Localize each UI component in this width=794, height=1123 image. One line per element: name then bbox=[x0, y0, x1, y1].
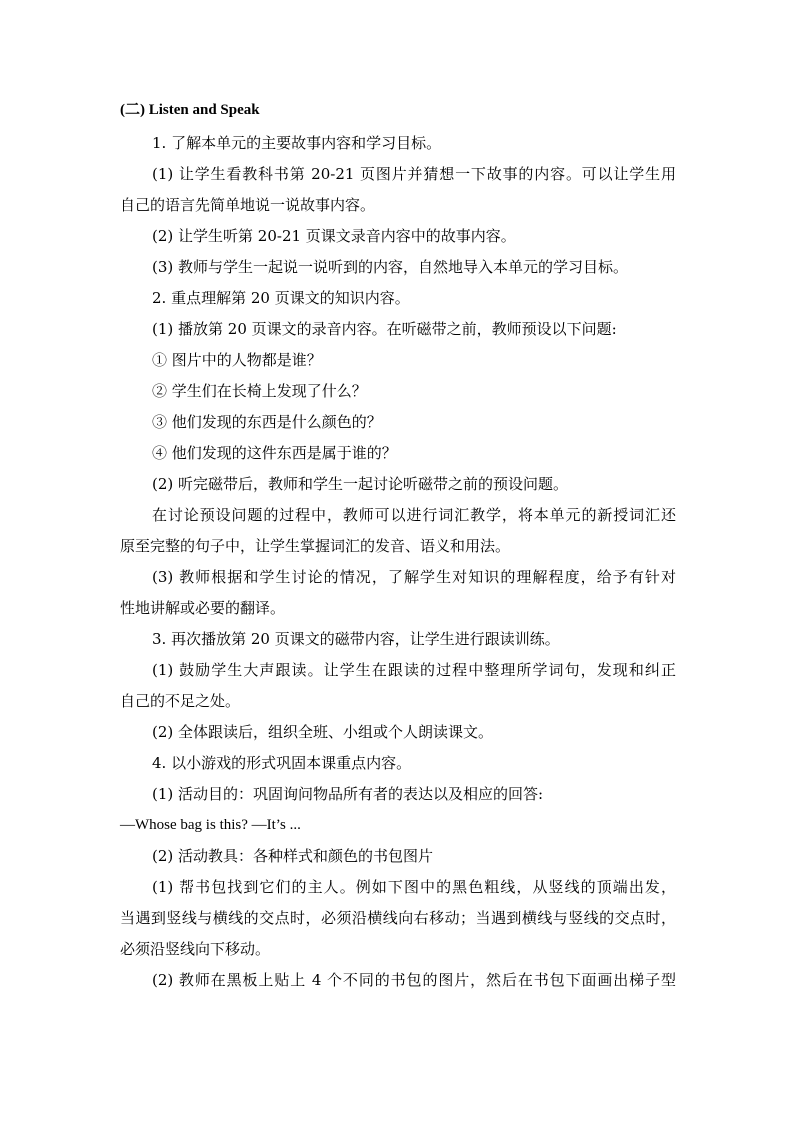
paragraph-line: (2) 让学生听第 20-21 页课文录音内容中的故事内容。 bbox=[152, 227, 516, 245]
paragraph-line: 当遇到竖线与横线的交点时，必须沿横线向右移动；当遇到横线与竖线的交点时， bbox=[120, 909, 676, 927]
paragraph-line: (2) 听完磁带后，教师和学生一起讨论听磁带之前的预设问题。 bbox=[152, 475, 569, 493]
paragraph-line: (2) 活动教具：各种样式和颜色的书包图片 bbox=[152, 847, 434, 865]
paragraph-line: (3) 教师根据和学生讨论的情况，了解学生对知识的理解程度，给予有针对 bbox=[152, 568, 676, 586]
paragraph-line: 自己的不足之处。 bbox=[120, 692, 241, 710]
paragraph-line: (3) 教师与学生一起说一说听到的内容，自然地导入本单元的学习目标。 bbox=[152, 258, 629, 276]
paragraph-line: 性地讲解或必要的翻译。 bbox=[120, 599, 286, 617]
paragraph-line: 原至完整的句子中，让学生掌握词汇的发音、语义和用法。 bbox=[120, 537, 511, 555]
list-item: ④ 他们发现的这件东西是属于谁的？ bbox=[152, 444, 397, 462]
paragraph-line: 必须沿竖线向下移动。 bbox=[120, 940, 271, 958]
example-dialogue: —Whose bag is this? —It’s ... bbox=[120, 817, 301, 833]
list-item: ① 图片中的人物都是谁？ bbox=[152, 351, 322, 369]
paragraph-line: (1) 帮书包找到它们的主人。例如下图中的黑色粗线，从竖线的顶端出发， bbox=[152, 878, 676, 896]
list-item: ② 学生们在长椅上发现了什么？ bbox=[152, 382, 367, 400]
section-heading: (二) Listen and Speak bbox=[120, 102, 260, 118]
paragraph-line: 自己的语言先简单地说一说故事内容。 bbox=[120, 196, 376, 214]
paragraph-line: (1) 活动目的：巩固询问物品所有者的表达以及相应的回答: bbox=[152, 785, 544, 803]
paragraph-line: (1) 播放第 20 页课文的录音内容。在听磁带之前，教师预设以下问题: bbox=[152, 320, 617, 338]
paragraph-line: 4. 以小游戏的形式巩固本课重点内容。 bbox=[152, 754, 412, 772]
paragraph-line: 2. 重点理解第 20 页课文的知识内容。 bbox=[152, 289, 410, 307]
paragraph-line: (2) 教师在黑板上贴上 4 个不同的书包的图片，然后在书包下面画出梯子型 bbox=[152, 971, 676, 989]
paragraph-line: 在讨论预设问题的过程中，教师可以进行词汇教学，将本单元的新授词汇还 bbox=[152, 506, 676, 524]
paragraph-line: (2) 全体跟读后，组织全班、小组或个人朗读课文。 bbox=[152, 723, 494, 741]
paragraph-line: 1. 了解本单元的主要故事内容和学习目标。 bbox=[152, 134, 442, 152]
paragraph-line: (1) 鼓励学生大声跟读。让学生在跟读的过程中整理所学词句，发现和纠正 bbox=[152, 661, 676, 679]
paragraph-line: (1) 让学生看教科书第 20-21 页图片并猜想一下故事的内容。可以让学生用 bbox=[152, 165, 676, 183]
list-item: ③ 他们发现的东西是什么颜色的？ bbox=[152, 413, 382, 431]
paragraph-line: 3. 再次播放第 20 页课文的磁带内容，让学生进行跟读训练。 bbox=[152, 630, 560, 648]
